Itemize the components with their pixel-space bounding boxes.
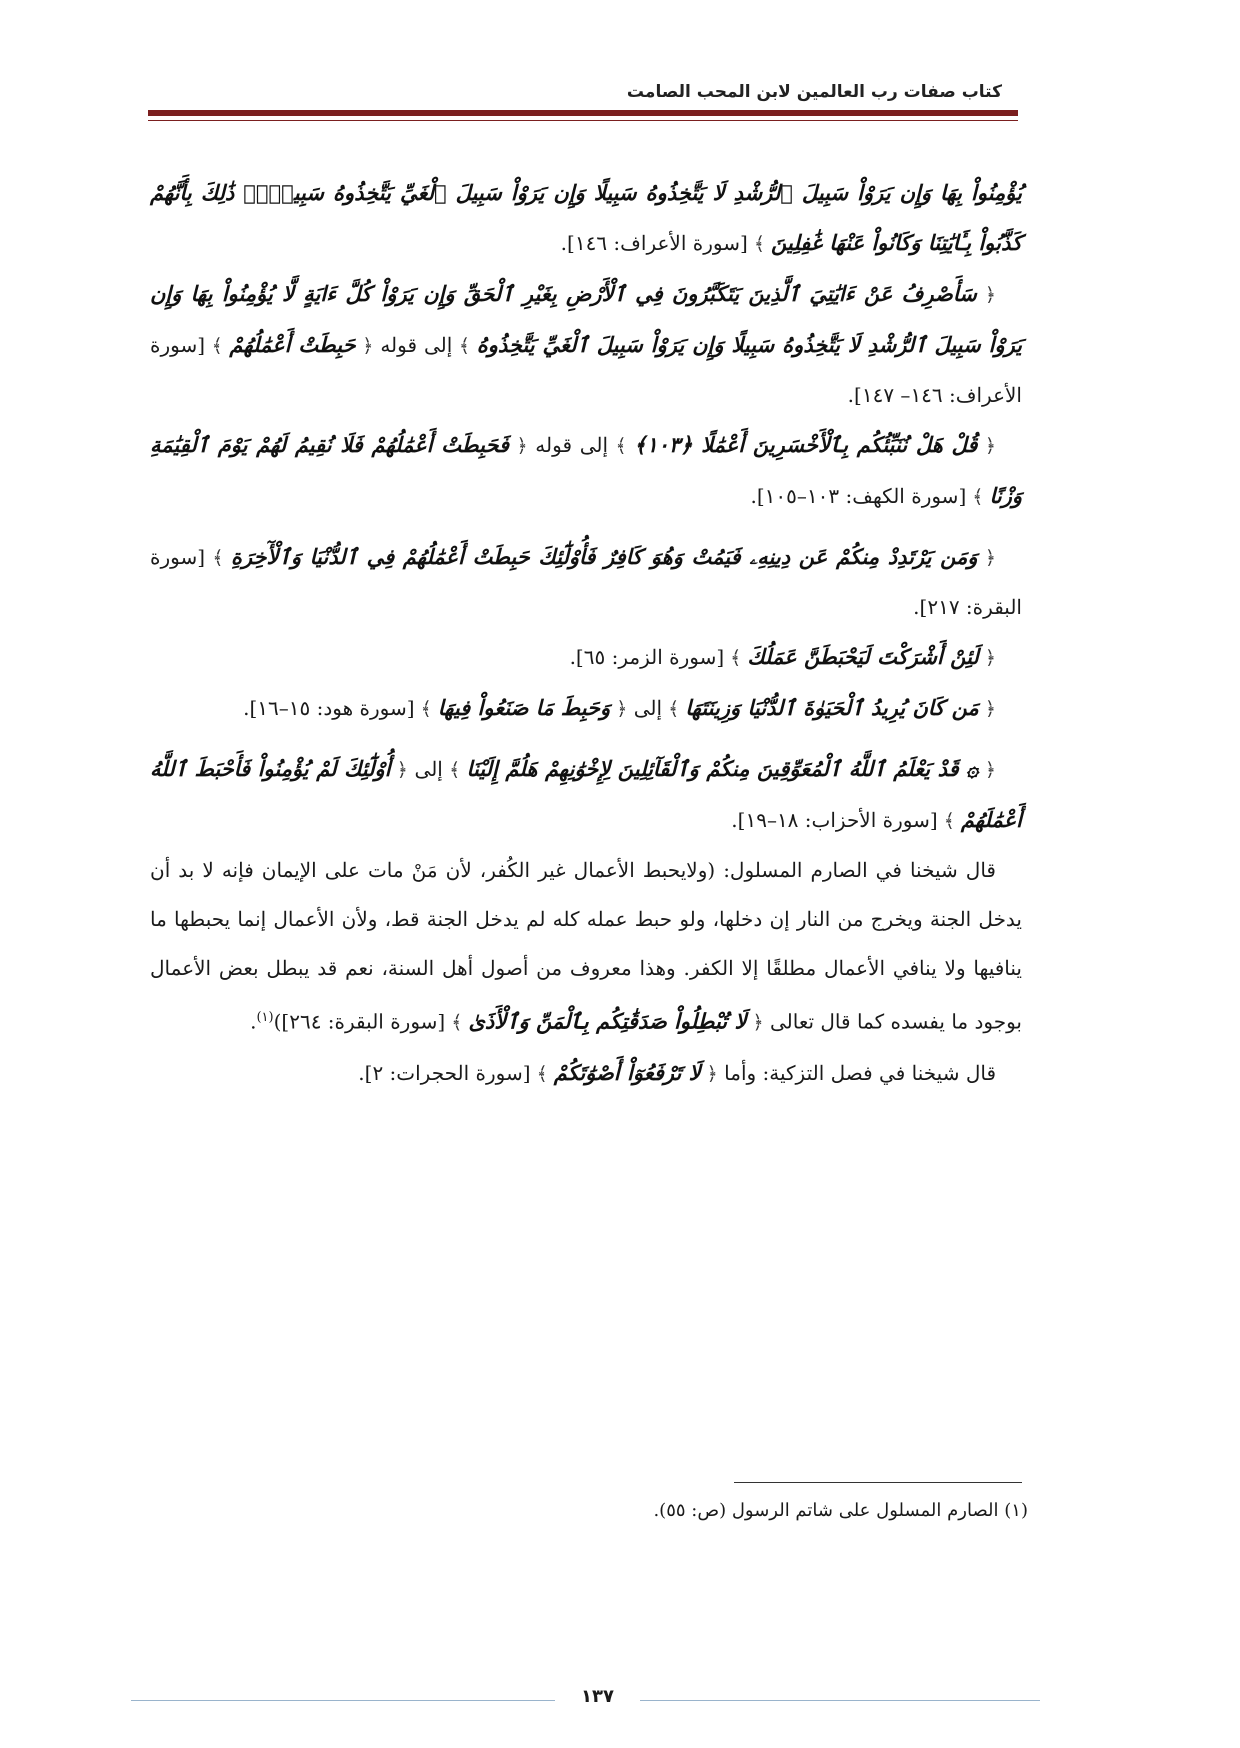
quran-verse: يُؤْمِنُواْ بِهَا وَإِن يَرَوْاْ سَبِيلَ ٱلرُّشْدِ لَا يَتَّخِذُوهُ سَبِيلًا وَإِن يَرَوْاْ سَبِيلَ ٱلْغَيِّ يَتَّخِذُوهُ سَبِيلًاۚ ذَٰلِكَ بِأَنَّهُمْ كَذَّبُواْ بِـَٔايَٰتِنَا وَكَانُواْ عَنْهَا غَٰفِلِينَ [150, 180, 1022, 255]
paragraph [150, 532, 1022, 632]
prose-text: [سورة الكهف: ١٠٣–١٠٥]. [750, 484, 967, 508]
quran-verse: لَا تَرْفَعُوٓاْ أَصْوَٰتَكُمْ [553, 1059, 701, 1085]
paragraph [150, 683, 1022, 734]
header-rule-thin [148, 120, 1018, 121]
prose-text: [سورة البقرة: ٢١٧]. [150, 545, 1022, 619]
quran-verse: ۞ قَدْ يَعْلَمُ ٱللَّهُ ٱلْمُعَوِّقِينَ مِنكُمْ وَٱلْقَآئِلِينَ لِإِخْوَٰنِهِمْ هَلُمَّ إِلَيْنَا [466, 756, 979, 781]
verse-bracket: ﴾ [445, 1011, 469, 1034]
quran-verse: حَبِطَتْ أَعْمَٰلُهُمْ [229, 332, 356, 357]
paragraph [150, 168, 1022, 269]
paragraph [150, 420, 1022, 522]
verse-bracket: ﴿ [976, 284, 996, 306]
verse-bracket: ﴾ [724, 647, 748, 669]
prose-text: إلى [407, 757, 443, 781]
running-head: كتاب صفات رب العالمين لابن المحب الصامت [626, 82, 1002, 102]
verse-bracket: ﴿ [978, 698, 996, 720]
paragraph [150, 269, 1022, 420]
prose-text: إلى قوله [527, 433, 609, 457]
verse-bracket: ﴿ [509, 435, 528, 457]
quran-verse: فَحَبِطَتْ أَعْمَٰلُهُمْ فَلَا نُقِيمُ لَهُمْ يَوْمَ ٱلْقِيَٰمَةِ وَزْنًا [150, 432, 1022, 508]
quran-verse: سَأَصْرِفُ عَنْ ءَايَٰتِيَ ٱلَّذِينَ يَتَكَبَّرُونَ فِي ٱلْأَرْضِ بِغَيْرِ ٱلْحَقِّ وَإِن يَرَوْاْ كُلَّ ءَايَةٍ لَّا يُؤْمِنُواْ بِهَا وَإِن يَرَوْاْ سَبِيلَ ٱلرُّشْدِ لَا يَتَّخِذُوهُ سَبِيلًا وَإِن يَرَوْاْ سَبِيلَ ٱلْغَيِّ يَتَّخِذُوهُ [150, 281, 1023, 357]
verse-bracket: ﴾ [608, 435, 634, 457]
paragraph [150, 1048, 1022, 1099]
verse-bracket: ﴾ [662, 698, 686, 720]
quran-verse: مَن كَانَ يُرِيدُ ٱلْحَيَوٰةَ ٱلدُّنْيَا وَزِينَتَهَا [685, 695, 979, 720]
verse-bracket: ﴾ [205, 335, 230, 357]
verse-bracket: ﴾ [414, 698, 438, 720]
footnote-separator [734, 1482, 1022, 1483]
verse-bracket: ﴿ [700, 1062, 718, 1085]
quran-verse: وَمَن يَرْتَدِدْ مِنكُمْ عَن دِينِهِۦ فَيَمُتْ وَهُوَ كَافِرٌ فَأُوْلَٰٓئِكَ حَبِطَتْ أَعْمَٰلُهُمْ فِي ٱلدُّنْيَا وَٱلْأٓخِرَةِ [230, 544, 978, 569]
verse-bracket: ﴾ [452, 335, 477, 357]
quran-verse: وَحَبِطَ مَا صَنَعُواْ فِيهَا [437, 695, 611, 720]
header-rule-thick [148, 110, 1018, 116]
prose-text: [سورة هود: ١٥–١٦]. [243, 696, 415, 720]
paragraph [150, 632, 1022, 683]
verse-bracket: ﴿ [390, 759, 408, 781]
verse-bracket: ﴾ [966, 486, 990, 508]
verse-bracket: ﴿ [355, 335, 374, 357]
main-text [150, 168, 1022, 1099]
verse-bracket: ﴿ [978, 759, 996, 781]
verse-bracket: ﴿ [977, 547, 996, 569]
verse-bracket: ﴾ [205, 547, 231, 569]
prose-text: [سورة الزمر: ٦٥]. [569, 645, 725, 669]
verse-bracket: ﴾ [442, 759, 467, 781]
footer-rule-left [131, 1700, 555, 1701]
footnote-marker: (١) [256, 1010, 274, 1025]
prose-text: [سورة الأعراف: ١٤٦]. [560, 231, 748, 255]
prose-text: [سورة الأعراف: ١٤٦– ١٤٧]. [150, 333, 1022, 407]
prose-text: قال شيخنا في فصل التزكية: وأما [717, 1060, 996, 1085]
prose-text: إلى [627, 696, 663, 720]
verse-bracket: ﴿ [610, 698, 628, 720]
verse-bracket: ﴿ [977, 435, 996, 457]
quran-verse: قُلْ هَلْ نُنَبِّئُكُم بِٱلْأَخْسَرِينَ أَعْمَٰلًا ﴿١٠٣﴾ [634, 432, 978, 457]
prose-text: [سورة الحجرات: ٢]. [358, 1060, 531, 1085]
quran-verse: لَا تُبْطِلُواْ صَدَقَٰتِكُم بِٱلْمَنِّ وَٱلْأَذَىٰ [468, 1008, 747, 1034]
verse-bracket: ﴾ [747, 233, 771, 255]
verse-bracket: ﴾ [937, 810, 961, 832]
quran-verse: أُوْلَٰٓئِكَ لَمْ يُؤْمِنُواْ فَأَحْبَطَ ٱللَّهُ أَعْمَٰلَهُمْ [150, 756, 1022, 832]
prose-text: . [250, 1009, 257, 1034]
footer-rule-right [640, 1700, 1040, 1701]
paragraph [150, 744, 1022, 846]
verse-bracket: ﴿ [978, 647, 996, 669]
footnote: (١) الصارم المسلول على شاتم الرسول (ص: ٥٥). [653, 1500, 1028, 1521]
verse-bracket: ﴾ [530, 1062, 554, 1085]
prose-text: [سورة البقرة: ٢٦٤]) [273, 1009, 446, 1034]
page-number: ١٣٧ [581, 1686, 614, 1707]
prose-text: إلى قوله [373, 333, 453, 357]
paragraph [150, 846, 1022, 1048]
prose-text: [سورة الأحزاب: ١٨–١٩]. [731, 808, 938, 832]
prose-text: قال شيخنا في الصارم المسلول: (ولايحبط الأعمال غير الكُفر، لأن مَنْ مات على الإيمان فإنه لا بد أن يدخل الجنة ويخرج من النار إن دخلها، ولو حبط عمله كله لم يدخل الجنة قط، ولأن الأعمال إنما يحبطها ما ينافيها ولا ينافي الأعمال مطلقًا إلا الكفر. وهذا معروف من أصول أهل السنة، نعم قد يبطل بعض الأعمال بوجود ما يفسده كما قال تعالى [150, 858, 1022, 1034]
verse-bracket: ﴿ [746, 1011, 764, 1034]
quran-verse: لَئِنْ أَشْرَكْتَ لَيَحْبَطَنَّ عَمَلُكَ [747, 644, 979, 669]
